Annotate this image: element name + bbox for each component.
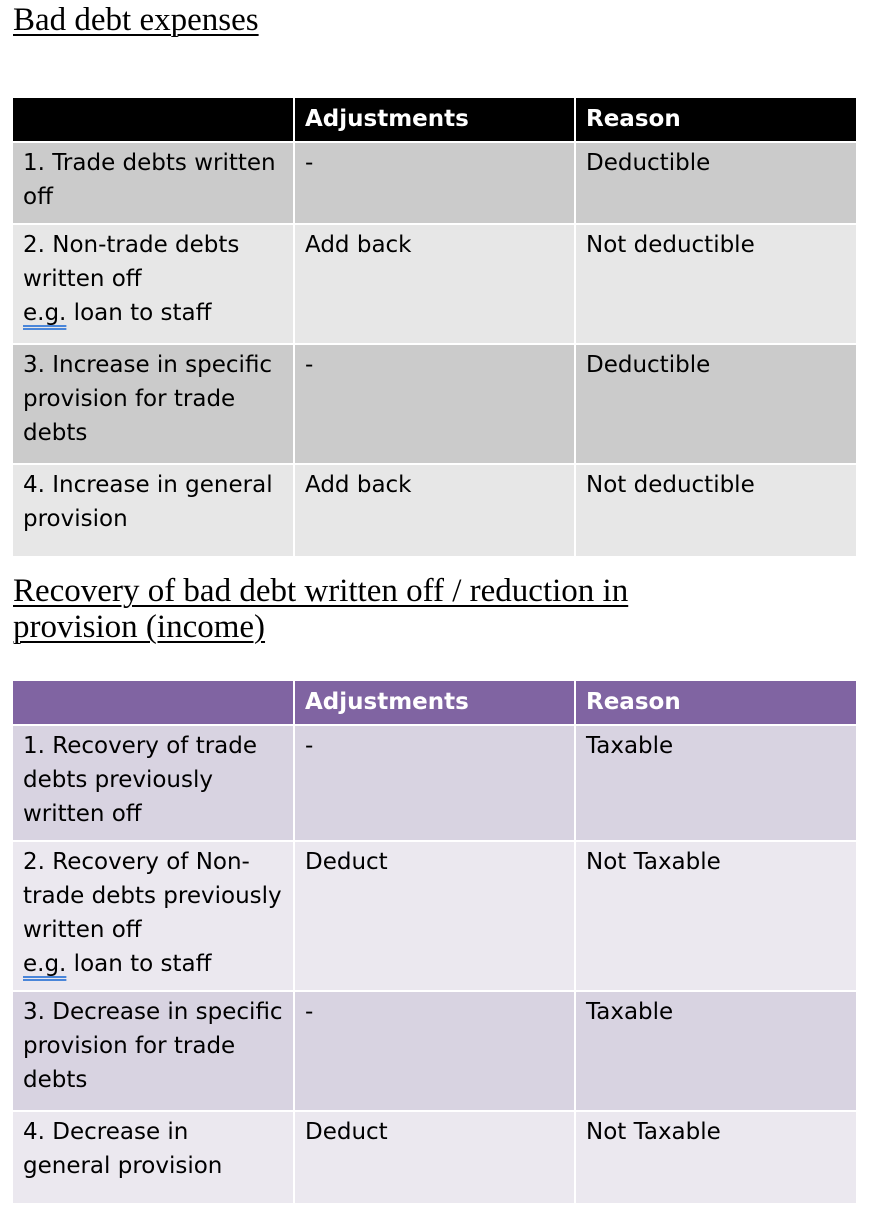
example-abbrev: e.g.	[23, 951, 67, 977]
table-row	[12, 344, 857, 464]
example-text: loan to staff	[66, 951, 212, 977]
item-text: 4. Decrease in general provision	[23, 1119, 223, 1179]
adjustment-cell: -	[294, 991, 575, 1111]
table-row	[12, 841, 857, 991]
item-cell	[12, 142, 294, 224]
adjustment-cell: Deduct	[294, 841, 575, 991]
item-cell	[12, 841, 294, 991]
header-adjustments: Adjustments	[294, 97, 575, 142]
header-reason: Reason	[575, 680, 857, 725]
item-text: 2. Recovery of Non-trade debts previously written off	[23, 849, 282, 943]
item-cell	[12, 464, 294, 557]
reason-cell: Taxable	[575, 991, 857, 1111]
reason-cell: Not deductible	[575, 464, 857, 557]
item-text: 3. Decrease in specific provision for trade debts	[23, 999, 283, 1093]
header-item	[12, 97, 294, 142]
reason-cell: Deductible	[575, 344, 857, 464]
item-cell	[12, 725, 294, 841]
reason-cell: Not deductible	[575, 224, 857, 344]
reason-cell: Not Taxable	[575, 1111, 857, 1204]
header-adjustments: Adjustments	[294, 680, 575, 725]
item-text: 1. Recovery of trade debts previously written off	[23, 733, 258, 827]
item-cell	[12, 991, 294, 1111]
reason-cell: Taxable	[575, 725, 857, 841]
adjustment-cell: Add back	[294, 224, 575, 344]
table-row	[12, 725, 857, 841]
recovery-income-table	[11, 679, 858, 1205]
item-cell	[12, 224, 294, 344]
table-header-row	[12, 97, 857, 142]
table-header-row	[12, 680, 857, 725]
table-row	[12, 224, 857, 344]
table-row	[12, 1111, 857, 1204]
adjustment-cell: -	[294, 344, 575, 464]
header-item	[12, 680, 294, 725]
table-row	[12, 464, 857, 557]
bad-debt-expenses-table	[11, 96, 858, 558]
item-cell	[12, 1111, 294, 1204]
item-text: 4. Increase in general provision	[23, 472, 273, 532]
table-row	[12, 142, 857, 224]
item-text: 2. Non-trade debts written off	[23, 232, 240, 292]
reason-cell: Deductible	[575, 142, 857, 224]
table-row	[12, 991, 857, 1111]
section-title-recovery: Recovery of bad debt written off / reduction in provision (income)	[13, 573, 629, 645]
item-cell	[12, 344, 294, 464]
reason-cell: Not Taxable	[575, 841, 857, 991]
item-text: 3. Increase in specific provision for trade debts	[23, 352, 273, 446]
adjustment-cell: Add back	[294, 464, 575, 557]
example-abbrev: e.g.	[23, 300, 67, 326]
example-text: loan to staff	[66, 300, 212, 326]
section-title-bad-debt-expenses: Bad debt expenses	[13, 2, 259, 38]
adjustment-cell: -	[294, 142, 575, 224]
adjustment-cell: -	[294, 725, 575, 841]
adjustment-cell: Deduct	[294, 1111, 575, 1204]
header-reason: Reason	[575, 97, 857, 142]
item-text: 1. Trade debts written off	[23, 150, 276, 210]
